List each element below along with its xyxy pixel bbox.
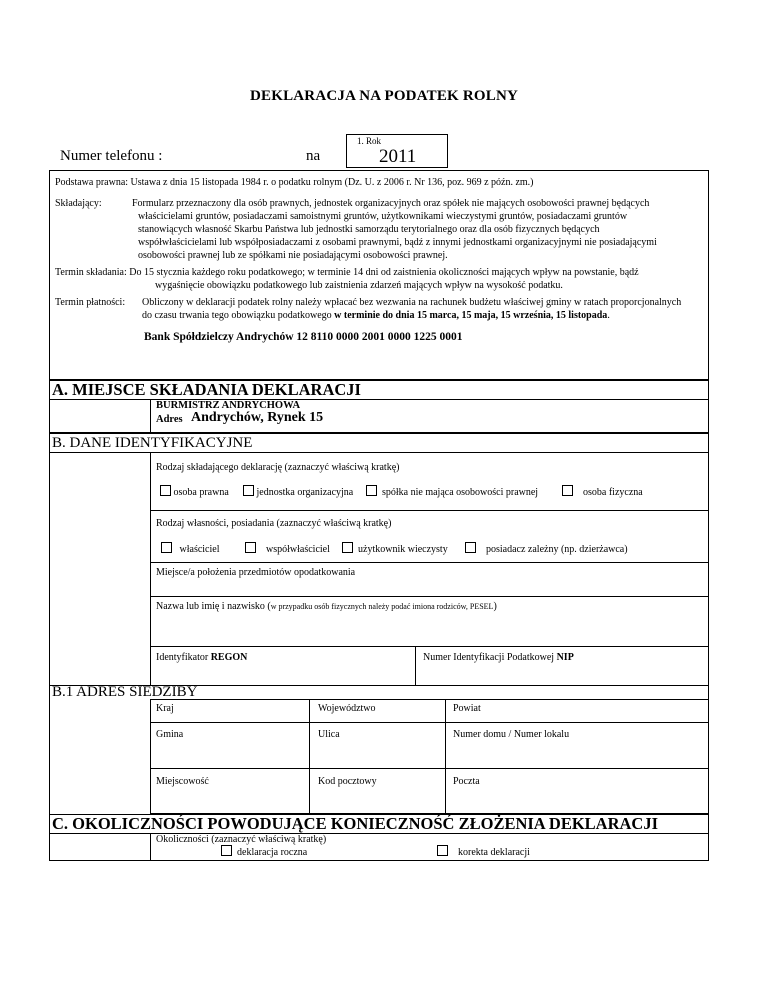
miejscowosc-field[interactable]: Miejscowość	[156, 776, 209, 787]
checkbox-uzytkownik-wieczysty[interactable]	[342, 542, 353, 553]
form-title: DEKLARACJA NA PODATEK ROLNY	[249, 88, 519, 104]
podstawa-prawna: Podstawa prawna: Ustawa z dnia 15 listopada 1984 r. o podatku rolnym (Dz. U. z 2006 r. Nr 136, poz. 969 z późn. zm.)	[55, 177, 534, 188]
section-b-header: B. DANE IDENTYFIKACYJNE	[49, 433, 709, 453]
rok-value: 2011	[379, 146, 417, 167]
section-a-body	[49, 399, 709, 433]
bank-account: Bank Spółdzielczy Andrychów 12 8110 0000 2001 0000 1225 0001	[144, 331, 463, 343]
section-c-header: C. OKOLICZNOŚCI POWODUJĄCE KONIECZNOŚĆ ZŁOŻENIA DEKLARACJI	[49, 814, 709, 834]
info-box	[49, 170, 709, 380]
rok-label: 1. Rok	[357, 136, 382, 146]
termin-skladania-1: Termin składania: Do 15 stycznia każdego roku podatkowego; w terminie 14 dni od zaistnienia okoliczności mających wpływ na powstanie, bądź	[55, 267, 639, 278]
section-b1-body	[150, 699, 709, 814]
rodzaj-skladajacego-label: Rodzaj składającego deklarację (zaznaczyć właściwą kratkę)	[156, 462, 400, 473]
checkbox-wspolwlasciciel[interactable]	[245, 542, 256, 553]
address-label: Adres	[156, 414, 183, 425]
numer-domu-field[interactable]: Numer domu / Numer lokalu	[453, 729, 570, 740]
skladajacy-line-1: Formularz przeznaczony dla osób prawnych, jednostek organizacyjnych oraz spółek nie mających osobowości prawnej będących	[132, 198, 650, 209]
skladajacy-line-2: właścicielami gruntów, posiadaczami samoistnymi gruntów, użytkownikami wieczystymi gruntów, posiadaczami gruntów	[138, 211, 628, 222]
termin-platnosci-1: Obliczony w deklaracji podatek rolny należy wpłacać bez wezwania na rachunek budżetu właściwej gminy w ratach proporcjonalnych	[142, 297, 682, 308]
address-value: Andrychów, Rynek 15	[191, 410, 324, 425]
skladajacy-line-4: współwłaścicielami lub współposiadaczami z osobami prawnymi, bądź z innymi jednostkami organizacyjnymi nie posiadającymi	[138, 237, 657, 248]
authority-name: BURMISTRZ ANDRYCHOWA	[156, 400, 301, 411]
okolicznosci-label: Okoliczności (zaznaczyć właściwą kratkę)	[156, 834, 327, 845]
checkbox-korekta-deklaracji[interactable]	[437, 845, 448, 856]
regon-field[interactable]: Identyfikator REGON	[156, 652, 248, 663]
miejsce-polozenia-field[interactable]: Miejsce/a położenia przedmiotów opodatkowania	[156, 567, 356, 578]
termin-platnosci-dates: w terminie do dnia 15 marca, 15 maja, 15 września, 15 listopada	[334, 310, 608, 321]
rodzaj-wlasnosci-label: Rodzaj własności, posiadania (zaznaczyć właściwą kratkę)	[156, 518, 392, 529]
powiat-field[interactable]: Powiat	[453, 703, 481, 714]
nazwa-field[interactable]: Nazwa lub imię i nazwisko (w przypadku osób fizycznych należy podać imiona rodziców, PESEL)	[156, 601, 497, 612]
checkbox-jednostka-organizacyjna[interactable]	[243, 485, 254, 496]
checkbox-osoba-prawna[interactable]	[160, 485, 171, 496]
na-label: na	[306, 148, 321, 164]
kraj-field[interactable]: Kraj	[156, 703, 174, 714]
phone-label: Numer telefonu :	[60, 148, 163, 164]
checkbox-osoba-fizyczna[interactable]	[562, 485, 573, 496]
gmina-field[interactable]: Gmina	[156, 729, 184, 740]
skladajacy-line-5: osobowości prawnej lub ze spółkami nie posiadającymi osobowości prawnej.	[138, 250, 448, 261]
termin-platnosci-2: do czasu trwania tego obowiązku podatkowego w terminie do dnia 15 marca, 15 maja, 15 września, 15 listopada.	[142, 310, 610, 321]
skladajacy-line-3: stanowiących własność Skarbu Państwa lub jednostki samorządu terytorialnego oraz dla osób fizycznych będących	[138, 224, 600, 235]
skladajacy-label: Składający:	[55, 198, 102, 209]
section-c-body	[49, 833, 709, 861]
checkbox-spolka[interactable]	[366, 485, 377, 496]
poczta-field[interactable]: Poczta	[453, 776, 480, 787]
checkbox-wlasciciel[interactable]	[161, 542, 172, 553]
kod-pocztowy-field[interactable]: Kod pocztowy	[318, 776, 377, 787]
nip-field[interactable]: Numer Identyfikacji Podatkowej NIP	[423, 652, 574, 663]
section-a-header: A. MIEJSCE SKŁADANIA DEKLARACJI	[49, 380, 709, 400]
checkbox-deklaracja-roczna[interactable]	[221, 845, 232, 856]
ulica-field[interactable]: Ulica	[318, 729, 340, 740]
section-b1-header: B.1 ADRES SIEDZIBY	[49, 685, 709, 701]
rok-field[interactable]	[346, 134, 448, 168]
wojewodztwo-field[interactable]: Województwo	[318, 703, 376, 714]
termin-skladania-2: wygaśnięcie obowiązku podatkowego lub zaistnienia zdarzeń mających wpływ na wysokość podatku.	[155, 280, 563, 291]
checkbox-posiadacz-zalezny[interactable]	[465, 542, 476, 553]
termin-platnosci-label: Termin płatności:	[55, 297, 126, 308]
